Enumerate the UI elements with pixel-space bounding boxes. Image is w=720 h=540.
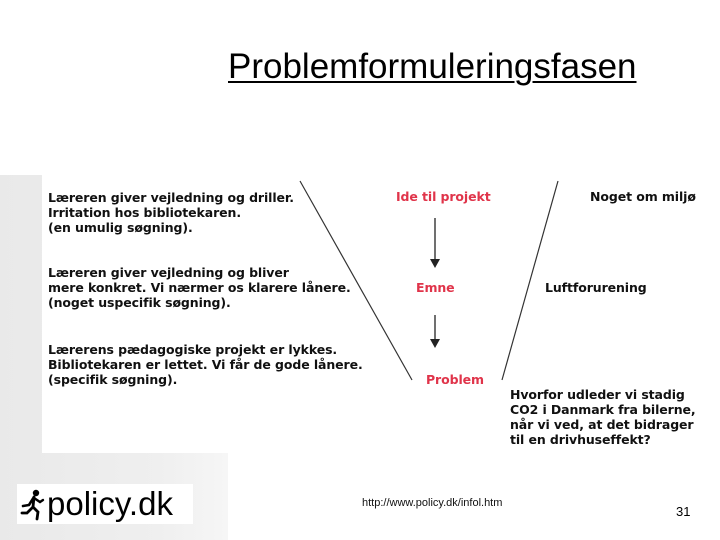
running-figure-icon	[19, 486, 45, 522]
logo-text: policy.dk	[47, 485, 173, 522]
source-link[interactable]: http://www.policy.dk/infol.htm	[362, 497, 503, 509]
stage-topic: Emne	[416, 280, 455, 295]
arrow-2-head	[430, 339, 440, 348]
left-note-2: Læreren giver vejledning og bliver mere konkret. Vi nærmer os klarere lånere. (noget uspecifik søgning).	[48, 265, 351, 310]
slide-title: Problemformuleringsfasen	[228, 47, 637, 86]
funnel-diagram	[42, 175, 698, 453]
background-top-mask	[0, 0, 228, 175]
left-note-1: Læreren giver vejledning og driller. Irritation hos bibliotekaren. (en umulig søgning).	[48, 190, 294, 235]
stage-idea: Ide til projekt	[396, 189, 491, 204]
page-number: 31	[676, 504, 691, 519]
stage-problem: Problem	[426, 372, 484, 387]
right-example-1: Noget om miljø	[590, 189, 696, 204]
policy-logo	[17, 484, 193, 524]
right-example-3: Hvorfor udleder vi stadig CO2 i Danmark fra bilerne, når vi ved, at det bidrager til en drivhuseffekt?	[510, 387, 696, 447]
arrow-1-head	[430, 259, 440, 268]
right-example-2: Luftforurening	[545, 280, 647, 295]
left-note-3: Lærerens pædagogiske projekt er lykkes. Bibliotekaren er lettet. Vi får de gode lånere. (specifik søgning).	[48, 342, 363, 387]
